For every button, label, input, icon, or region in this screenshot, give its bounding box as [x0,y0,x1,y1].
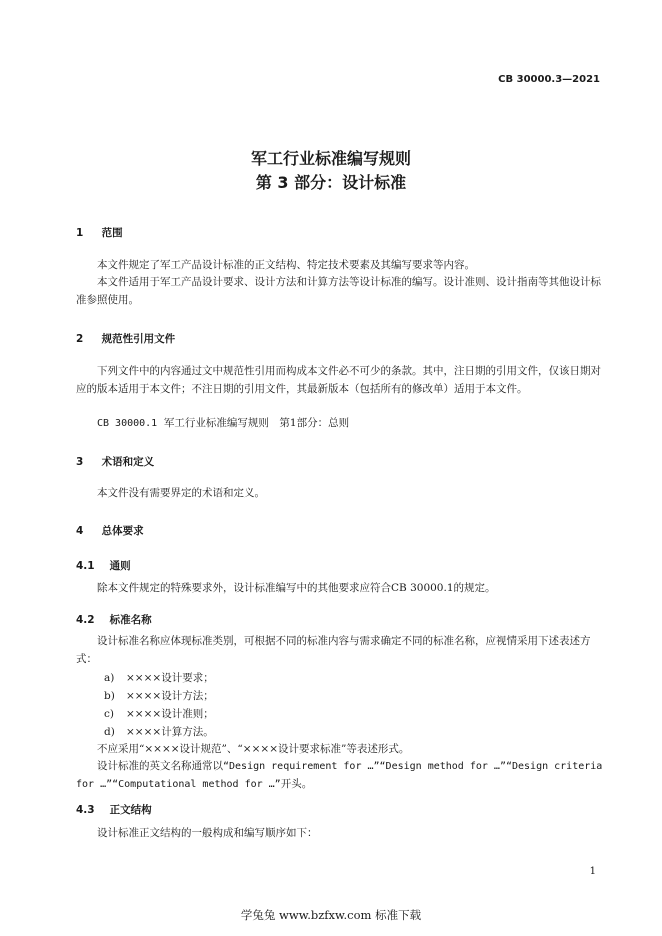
list-marker: c) [104,708,114,720]
section-title: 范围 [101,227,123,239]
section-number: 4 [76,525,84,537]
section-1-paragraph-2: 本文件适用于军工产品设计要求、设计方法和计算方法等设计标准的编写。设计准则、设计指南等其他设计标准参照使用。 [76,276,601,306]
list-text: ××××设计要求； [126,672,214,684]
paragraph-tail: 开头。 [280,777,313,790]
section-title: 通则 [109,560,131,572]
list-text: ××××设计准则； [126,708,214,720]
list-item [104,724,214,739]
paragraph-lead: 设计标准的英文名称通常以 [97,760,223,772]
section-4-2-paragraph-2: 不应采用“××××设计规范”、“××××设计要求标准”等表述形式。 [97,743,410,755]
footer-watermark: 学兔兔 www.bzfxw.com 标准下载 [240,908,422,922]
section-title: 术语和定义 [101,456,155,468]
list-item [104,670,214,685]
list-marker: d) [104,726,115,738]
document-title: 军工行业标准编写规则 [250,149,411,168]
section-number: 3 [76,456,84,468]
section-2-paragraph-1: 下列文件中的内容通过文中规范性引用而构成本文件必不可少的条款。其中，注日期的引用文件，仅该日期对应的版本适用于本文件；不注日期的引用文件，其最新版本（包括所有的修改单）适用于本文件。 [76,365,601,395]
section-4-1-heading [76,558,131,573]
section-1-heading [76,225,123,240]
section-4-2-paragraph-3 [76,758,604,793]
reference-code: CB 30000.1 [97,418,158,429]
section-4-heading [76,523,144,538]
section-4-3-paragraph-1: 设计标准正文结构的一般构成和编写顺序如下： [97,827,318,839]
section-title: 正文结构 [109,804,152,816]
section-title: 规范性引用文件 [101,333,176,345]
section-4-2-paragraph-1: 设计标准名称应体现标准类别，可根据不同的标准内容与需求确定不同的标准名称，应视情采用下述表述方式： [76,635,591,665]
standard-code: CB 30000.3—2021 [498,74,600,85]
section-number: 4.1 [76,560,95,572]
section-1-paragraph-1: 本文件规定了军工产品设计标准的正文结构、特定技术要素及其编写要求等内容。 [97,259,475,271]
document-subtitle: 第 3 部分：设计标准 [255,173,407,192]
section-number: 1 [76,227,84,239]
page-number: 1 [589,866,596,877]
section-title: 标准名称 [109,614,152,626]
list-marker: a) [104,672,115,684]
section-4-2-heading [76,612,152,627]
section-3-heading [76,454,154,469]
list-marker: b) [104,690,115,702]
list-text: ××××计算方法。 [126,726,214,738]
section-title: 总体要求 [101,525,144,537]
list-item [104,706,214,721]
reference-title: 军工行业标准编写规则 第1部分：总则 [163,417,350,429]
normative-reference [76,415,604,433]
list-text: ××××设计方法； [126,690,214,702]
english-title-examples: “Design requirement for …”“Design method for …”“Design criteria for …”“Computational method for …” [76,761,603,790]
section-2-heading [76,331,175,346]
section-4-3-heading [76,802,152,817]
section-number: 4.2 [76,614,95,626]
section-4-1-paragraph-1: 除本文件规定的特殊要求外，设计标准编写中的其他要求应符合CB 30000.1的规定。 [97,582,496,594]
section-3-paragraph-1: 本文件没有需要界定的术语和定义。 [97,487,265,499]
list-item [104,688,214,703]
section-number: 2 [76,333,84,345]
section-number: 4.3 [76,804,95,816]
